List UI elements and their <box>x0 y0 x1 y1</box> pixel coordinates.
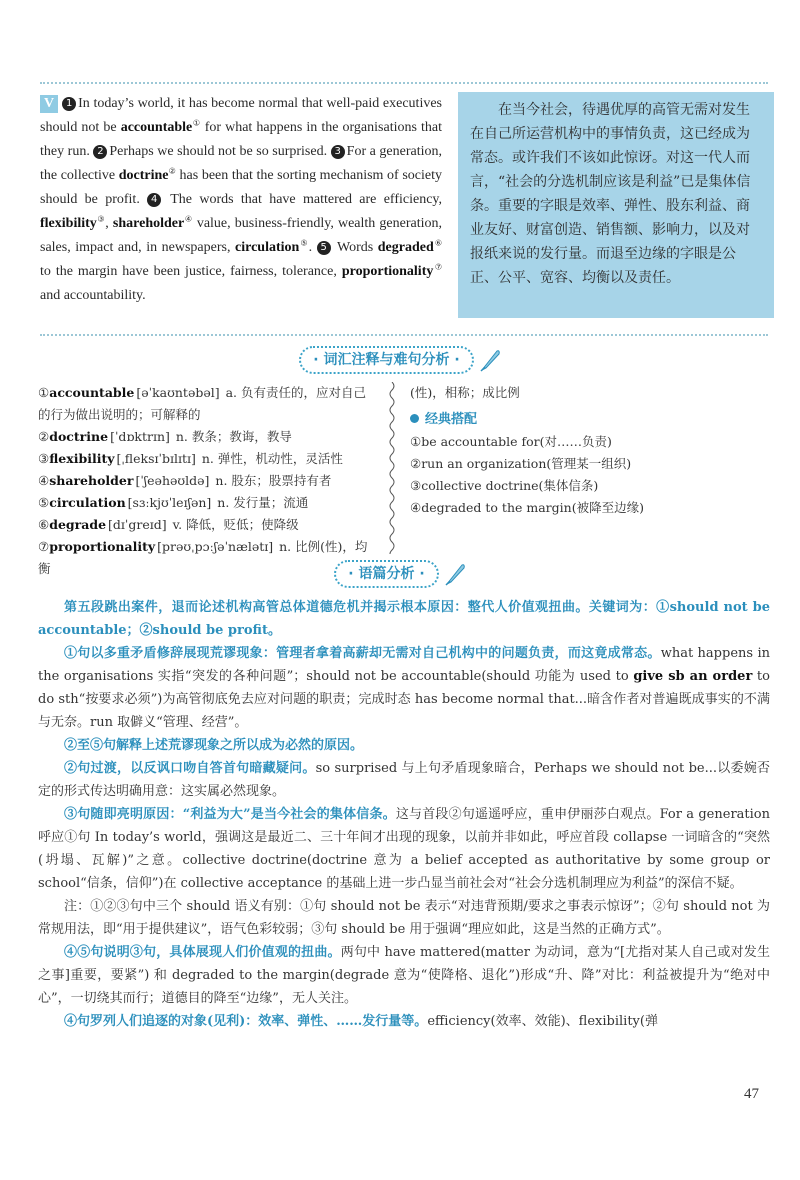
collocation-item: ③collective doctrine(集体信条) <box>410 478 599 493</box>
sentence-3-text: For a generation, the collective <box>40 144 443 183</box>
discourse-analysis <box>38 596 770 1033</box>
vocab-section-header <box>0 346 800 374</box>
vocab-phonetic: [sɜːkjʊˈleɪʃən] <box>127 495 212 510</box>
vocab-section-title: · 词汇注释与难句分析 · <box>299 346 473 374</box>
analysis-note: 注：①②③句中三个 should 语义有别：①句 should not be 表示“对违背预期/要求之事表示惊讶”；②句 should not 为常规用法，即“用于提供建议”，语气色彩较弱；③句 should be 用于强调“理应如此，这是当然的正确方式”。 <box>38 899 770 937</box>
analysis-text-4a: so surprised 与上句矛盾现象暗合，Perhaps we should not be...以委婉否定的形式传达明确用意：这实属必然现象。 <box>38 761 770 799</box>
sentence-number-3: 3 <box>331 145 345 159</box>
keyword-proportionality: proportionality <box>341 264 434 279</box>
sentence-5-text: Words <box>332 240 378 255</box>
vocab-item <box>38 470 378 492</box>
vocab-word: circulation <box>49 495 126 510</box>
sentence-4-text-mid: value, business-friendly, wealth generation, sales, impact and, in newspapers, <box>40 216 443 255</box>
analysis-text-2a: what happens in the organisations 实指“突发的各种问题”；should not be accountable(should 功能为 used to <box>38 646 770 684</box>
analysis-text-8a: efficiency(效率、效能)、flexibility(弹 <box>427 1014 658 1029</box>
vocab-phonetic: [ˌfleksɪˈbɪlɪtɪ] <box>116 451 196 466</box>
sentence-3-text-end: has been that the sorting mechanism of society should be profit. <box>40 168 442 207</box>
vocab-number: ⑥ <box>38 517 50 532</box>
collocations-list <box>410 431 770 519</box>
analysis-text-7a: 两句中 have mattered(matter 为动词，意为“[尤指对某人自己或对发生之事]重要，要紧”) 和 degraded to the margin(degrade 意为“使降格、退化”)形成“升、降”对比：利益被提升为“绝对中心”，一切绕其而行；道德目的降至“边缘”，无人关注。 <box>38 945 770 1006</box>
sentence-1-text: In today’s world, it has become normal that well-paid executives should not be <box>40 96 442 135</box>
vocab-item <box>38 448 378 470</box>
vocab-phonetic: [prəʊˌpɔːʃəˈnælətɪ] <box>157 539 274 554</box>
vocab-definition: n. 比例(性)，均衡 <box>38 539 368 576</box>
note-1: ① <box>192 118 201 128</box>
analysis-point-5: ④⑤句说明③句，具体展现人们价值观的扭曲。 <box>64 945 341 960</box>
mid-dotted-rule <box>40 334 768 336</box>
sentence-5-text-end: and accountability. <box>40 288 146 303</box>
note-5: ⑤ <box>299 238 309 248</box>
note-6: ⑥ <box>433 238 442 248</box>
vocab-number: ④ <box>38 473 50 488</box>
analysis-point-1: ①句以多重矛盾修辞展现荒谬现象：管理者拿着高薪却无需对自己机构中的问题负责，而这竟成常态。 <box>64 646 661 661</box>
vocab-number: ② <box>38 429 50 444</box>
passage-english <box>40 92 442 308</box>
vocab-word: shareholder <box>49 473 134 488</box>
vocab-definition: v. 降低，贬低；使降级 <box>168 517 299 532</box>
analysis-point-6: ④句罗列人们追逐的对象(见利)：效率、弹性、……发行量等。 <box>64 1014 428 1029</box>
vocab-word: degrade <box>49 517 107 532</box>
note-4: ④ <box>184 214 193 224</box>
analysis-section-title: · 语篇分析 · <box>334 560 438 588</box>
vocab-definition: n. 教条；教诲，教导 <box>171 429 292 444</box>
vocab-phonetic: [dɪˈgreɪd] <box>108 517 167 532</box>
note-7: ⑦ <box>433 262 442 272</box>
analysis-para-4 <box>38 757 770 803</box>
collocation-item: ④degraded to the margin(被降至边缘) <box>410 500 644 515</box>
sentence-4-comma: , <box>105 216 113 231</box>
vocab-phonetic: [əˈkaʊntəbəl] <box>136 385 220 400</box>
top-dotted-rule <box>40 82 768 84</box>
analysis-point-4: ③句随即亮明原因：“利益为大”是当今社会的集体信条。 <box>64 807 396 822</box>
vocab-definition: a. 负有责任的，应对自己的行为做出说明的；可解释的 <box>38 385 366 422</box>
sentence-1-text-end: for what happens in the organisations that they run. <box>40 120 442 159</box>
vocab-word: doctrine <box>49 429 109 444</box>
page-number: 47 <box>744 1086 759 1102</box>
sentence-number-5: 5 <box>317 241 331 255</box>
vocab-word: proportionality <box>49 539 156 554</box>
collocations-title: 经典搭配 <box>425 412 478 427</box>
vocab-number: ⑤ <box>38 495 50 510</box>
keyword-doctrine: doctrine <box>118 168 169 183</box>
analysis-point-3: ②句过渡，以反讽口吻自答首句暗藏疑问。 <box>64 761 316 776</box>
vocab-number: ① <box>38 385 50 400</box>
analysis-text-2c: to do sth“按要求必须”)为高管彻底免去应对问题的职责；完成时态 has become normal that...暗含作者对普遍既成事实的不满与无奈。run 取僻义“管理、经营”。 <box>38 669 770 730</box>
sentence-4-text: The words that have mattered are efficiency, <box>163 192 442 207</box>
vocab-word: accountable <box>49 385 135 400</box>
vocab-phonetic: [ˈdɒktrɪn] <box>110 429 170 444</box>
vocab-definition: n. 股东；股票持有者 <box>211 473 332 488</box>
analysis-text-5a: 这与首段②句遥遥呼应，重申伊丽莎白观点。For a generation 呼应①句 In today’s world，强调这是最近二、三十年间才出现的现象，以前并非如此，呼应首段 collapse 一词暗含的“突然(坍塌、瓦解)”之意。collective doctrine(doctrine 意为 a belief accepted as authoritative by some group or school“信条，信仰”)在 collective acceptance 的基础上进一步凸显当前社会对“社会分选机制理应为利益”的深信不疑。 <box>38 807 770 891</box>
sentence-2-text: Perhaps we should not be so surprised. <box>109 144 331 159</box>
analysis-para-6 <box>38 895 770 941</box>
collocation-item: ②run an organization(管理某一组织) <box>410 456 632 471</box>
wavy-divider <box>387 382 397 554</box>
sentence-number-1: 1 <box>62 97 76 111</box>
analysis-summary: 第五段跳出案件，退而论述机构高管总体道德危机并揭示根本原因：整代人价值观扭曲。关键词为：①should not be accountable；②should be profit。 <box>38 600 770 638</box>
analysis-para-8 <box>38 1010 770 1033</box>
collocations-header <box>410 408 770 431</box>
vocab-word: flexibility <box>49 451 115 466</box>
vocab-item <box>38 492 378 514</box>
analysis-text-2b: give sb an order <box>633 669 753 684</box>
note-3: ③ <box>96 214 106 224</box>
vocab-definition: n. 弹性，机动性，灵活性 <box>197 451 343 466</box>
vocab-item <box>38 514 378 536</box>
vocab-definition: n. 发行量；流通 <box>213 495 309 510</box>
chinese-translation: 在当今社会，待遇优厚的高管无需对发生在自己所运营机构中的事情负责，这已经成为常态。或许我们不该如此惊讶。对这一代人而言，“社会的分选机制应该是利益”已是集体信条。重要的字眼是效率、弹性、股东利益、商业友好、财富创造、销售额、影响力，以及对报纸来说的发行量。而退至边缘的字眼是公正、公平、宽容、均衡以及责任。 <box>470 102 751 286</box>
collocation-item: ①be accountable for(对……负责) <box>410 434 612 449</box>
quill-icon <box>444 562 466 586</box>
vocab-phonetic: [ˈʃeəhəʊldə] <box>135 473 210 488</box>
vocab-right-column <box>410 382 770 519</box>
analysis-para-5 <box>38 803 770 895</box>
analysis-para-1 <box>38 596 770 642</box>
analysis-para-7 <box>38 941 770 1010</box>
vocab-list <box>38 382 378 580</box>
sentence-5-text-mid: to the margin have been justice, fairness, tolerance, <box>40 264 342 279</box>
vocab-item <box>38 426 378 448</box>
vocab-item <box>38 382 378 426</box>
vocab-continuation: (性)，相称；成比例 <box>410 385 520 400</box>
sentence-number-4: 4 <box>147 193 161 207</box>
analysis-point-2: ②至⑤句解释上述荒谬现象之所以成为必然的原因。 <box>64 738 364 753</box>
keyword-shareholder: shareholder <box>112 216 185 231</box>
vocab-number: ③ <box>38 451 50 466</box>
keyword-degraded: degraded <box>377 240 434 255</box>
keyword-accountable: accountable <box>120 120 193 135</box>
keyword-flexibility: flexibility <box>40 216 97 231</box>
analysis-para-3 <box>38 734 770 757</box>
quill-icon <box>479 348 501 372</box>
analysis-para-2 <box>38 642 770 734</box>
note-2: ② <box>168 166 176 176</box>
vocab-number: ⑦ <box>38 539 50 554</box>
bullet-dot-icon <box>410 414 419 423</box>
keyword-circulation: circulation <box>235 240 300 255</box>
chinese-translation-box <box>458 92 774 318</box>
sentence-4-end: . <box>308 240 317 255</box>
paragraph-tag: V <box>40 95 58 113</box>
sentence-number-2: 2 <box>93 145 107 159</box>
analysis-section-header <box>0 560 800 588</box>
